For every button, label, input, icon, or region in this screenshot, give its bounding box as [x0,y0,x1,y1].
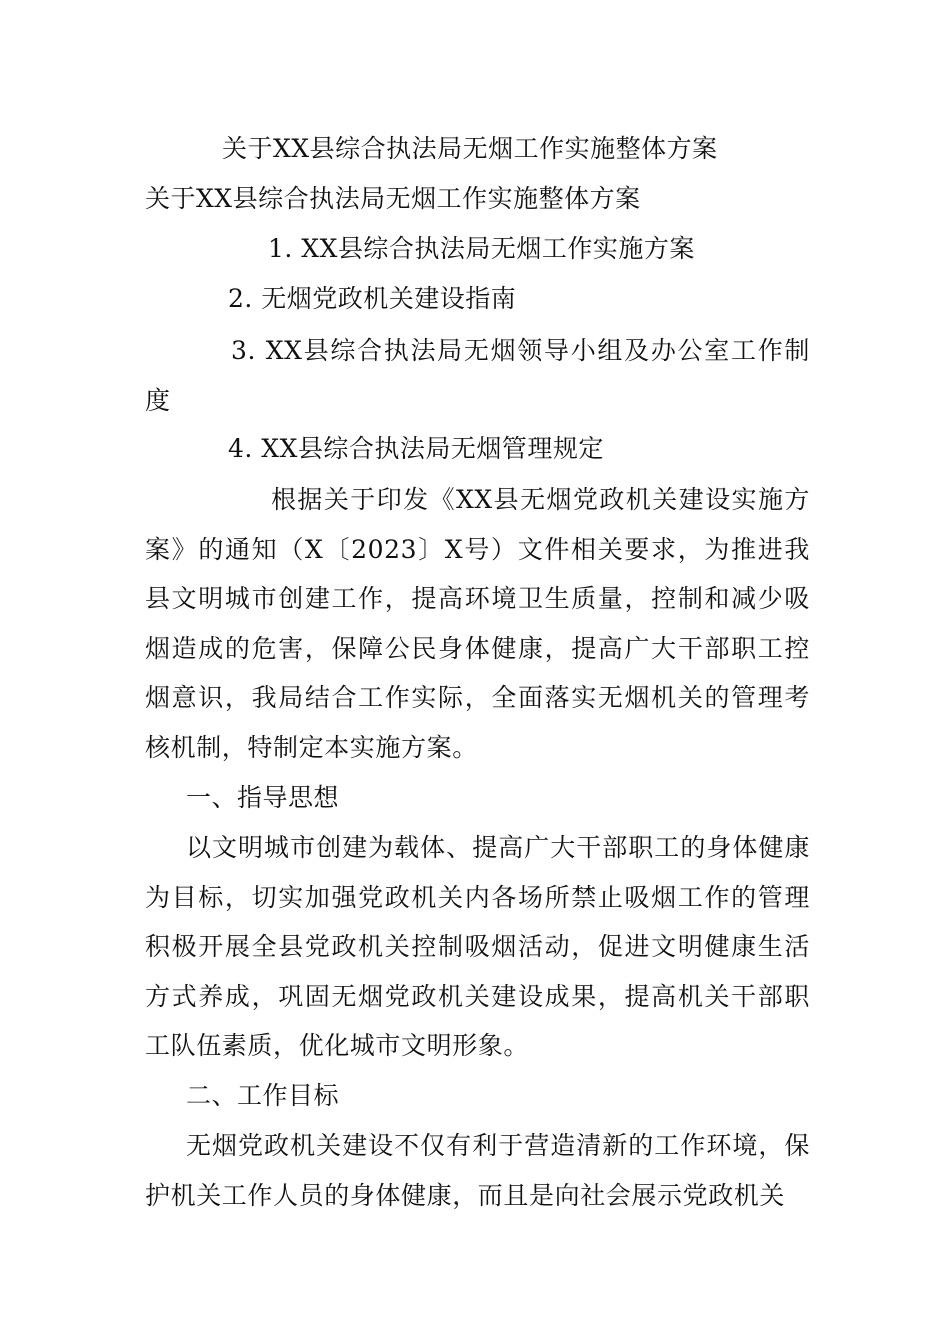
document-title-centered: 关于XX县综合执法局无烟工作实施整体方案 [222,134,718,163]
toc-item-1: 1. XX县综合执法局无烟工作实施方案 [268,234,695,263]
section-2-body: 无烟党政机关建设不仅有利于营造清新的工作环境，保护机关工作人员的身体健康，而且是向社会展示党政机关 [145,1131,810,1210]
toc-item-3: 3. XX县综合执法局无烟领导小组及办公室工作制度 [145,336,810,415]
toc-item-2: 2. 无烟党政机关建设指南 [228,284,517,313]
toc-item-4: 4. XX县综合执法局无烟管理规定 [228,434,604,463]
section-1-heading: 一、指导思想 [186,783,340,812]
section-2-heading: 二、工作目标 [186,1081,340,1110]
section-1-body: 以文明城市创建为载体、提高广大干部职工的身体健康为目标，切实加强党政机关内各场所禁止吸烟工作的管理积极开展全县党政机关控制吸烟活动，促进文明健康生活方式养成，巩固无烟党政机关建设成果，提高机关干部职工队伍素质，优化城市文明形象。 [145,833,810,1061]
intro-paragraph: 根据关于印发《XX县无烟党政机关建设实施方案》的通知（X〔2023〕X号）文件相关要求，为推进我县文明城市创建工作，提高环境卫生质量，控制和减少吸烟造成的危害，保障公民身体健康，提高广大干部职工控烟意识，我局结合工作实际，全面落实无烟机关的管理考核机制，特制定本实施方案。 [145,485,810,762]
document-title-left: 关于XX县综合执法局无烟工作实施整体方案 [145,184,641,213]
